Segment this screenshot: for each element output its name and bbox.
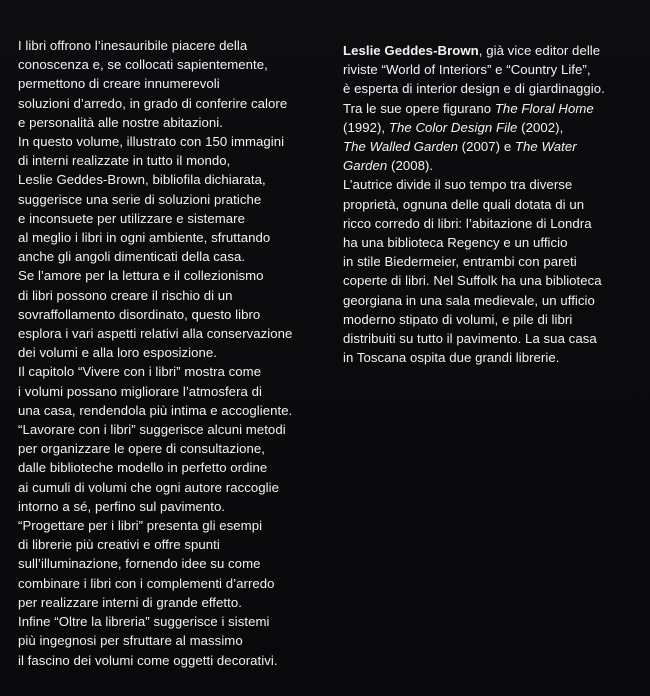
text-line: “Lavorare con i libri” suggerisce alcuni metodi xyxy=(18,422,286,438)
text-line: permettono di creare innumerevoli xyxy=(18,76,220,92)
text-line: di interni realizzate in tutto il mondo, xyxy=(18,153,231,169)
bio-line: distribuiti su tutto il pavimento. La sua casa xyxy=(343,331,597,347)
text-line: Il capitolo “Vivere con i libri” mostra come xyxy=(18,364,262,380)
bio-line: ricco corredo di libri: l’abitazione di Londra xyxy=(343,215,592,231)
text-line: combinare i libri con i complementi d’arredo xyxy=(18,575,275,591)
bio-line: in stile Biedermeier, entrambi con pareti xyxy=(343,254,577,270)
text-line: anche gli angoli dimenticati della casa. xyxy=(18,249,246,265)
book-title: The Walled Garden xyxy=(343,139,458,155)
bio-line xyxy=(343,156,633,175)
text-line: In questo volume, illustrato con 150 immagini xyxy=(18,134,285,150)
bio-line: moderno stipato di volumi, e pile di libri xyxy=(343,311,573,327)
text-line: dei volumi e alla loro esposizione. xyxy=(18,345,217,361)
text-line: al meglio i libri in ogni ambiente, sfruttando xyxy=(18,230,271,246)
text-line: per organizzare le opere di consultazione, xyxy=(18,441,265,457)
bio-line xyxy=(343,99,633,118)
author-bio-column xyxy=(343,41,633,367)
text-line: di libri possono creare il rischio di un xyxy=(18,287,233,303)
bio-text: (2008). xyxy=(387,158,434,174)
text-line: conoscenza e, se collocati sapientemente, xyxy=(18,57,268,73)
bio-line: in Toscana ospita due grandi librerie. xyxy=(343,350,560,366)
bio-line xyxy=(343,41,633,60)
description-column xyxy=(18,36,328,670)
book-title: Garden xyxy=(343,158,388,174)
text-line: i volumi possano migliorare l’atmosfera di xyxy=(18,383,262,399)
text-line: per realizzare interni di grande effetto. xyxy=(18,594,242,610)
text-line: una casa, rendendola più intima e accogliente. xyxy=(18,402,293,418)
bio-text: (2002), xyxy=(517,119,564,135)
bio-line: coperte di libri. Nel Suffolk ha una biblioteca xyxy=(343,273,602,289)
bio-line xyxy=(343,118,633,137)
bio-text: , già vice editor delle xyxy=(478,43,601,58)
bio-line: ha una biblioteca Regency e un ufficio xyxy=(343,235,568,251)
bio-line: L’autrice divide il suo tempo tra diverse xyxy=(343,177,573,193)
text-line: Leslie Geddes-Brown, bibliofila dichiarata, xyxy=(18,172,266,188)
book-title: The Water xyxy=(514,139,577,155)
bio-text: (1992), xyxy=(343,119,389,135)
text-line: esplora i vari aspetti relativi alla conservazione xyxy=(18,326,293,342)
author-name: Leslie Geddes-Brown xyxy=(343,43,479,58)
book-title: The Color Design File xyxy=(388,119,518,135)
text-line: il fascino dei volumi come oggetti decorativi. xyxy=(18,652,278,668)
text-line: suggerisce una serie di soluzioni pratiche xyxy=(18,191,262,207)
text-line: soluzioni d’arredo, in grado di conferire calore xyxy=(18,95,288,111)
text-line: I libri offrono l’inesauribile piacere della xyxy=(18,38,248,53)
bio-text: (2007) e xyxy=(457,139,515,155)
text-line: più ingegnosi per sfruttare al massimo xyxy=(18,633,243,649)
text-line: e inconsuete per utilizzare e sistemare xyxy=(18,210,245,226)
bio-line: riviste “World of Interiors” e “Country Life”, xyxy=(343,62,591,78)
text-line: intorno a sé, perfino sul pavimento. xyxy=(18,498,226,514)
bio-line: è esperta di interior design e di giardinaggio. xyxy=(343,81,605,97)
text-line: Infine “Oltre la libreria” suggerisce i sistemi xyxy=(18,614,270,630)
bio-line: georgiana in una sala medievale, un ufficio xyxy=(343,292,595,308)
text-line: sull’illuminazione, fornendo idee su come xyxy=(18,556,261,572)
text-line: di librerie più creativi e offre spunti xyxy=(18,537,220,553)
book-title: The Floral Home xyxy=(494,100,594,116)
text-line: “Progettare per i libri” presenta gli esempi xyxy=(18,518,263,534)
bio-line: proprietà, ognuna delle quali dotata di un xyxy=(343,196,585,212)
text-line: Se l’amore per la lettura e il collezionismo xyxy=(18,268,264,284)
text-line: dalle biblioteche modello in perfetto ordine xyxy=(18,460,268,476)
text-line: e personalità alle nostre abitazioni. xyxy=(18,114,223,130)
bio-text: Tra le sue opere figurano xyxy=(343,100,495,116)
text-line: sovraffollamento disordinato, questo libro xyxy=(18,306,261,322)
bio-line xyxy=(343,137,633,156)
text-line: ai cumuli di volumi che ogni autore raccoglie xyxy=(18,479,280,495)
